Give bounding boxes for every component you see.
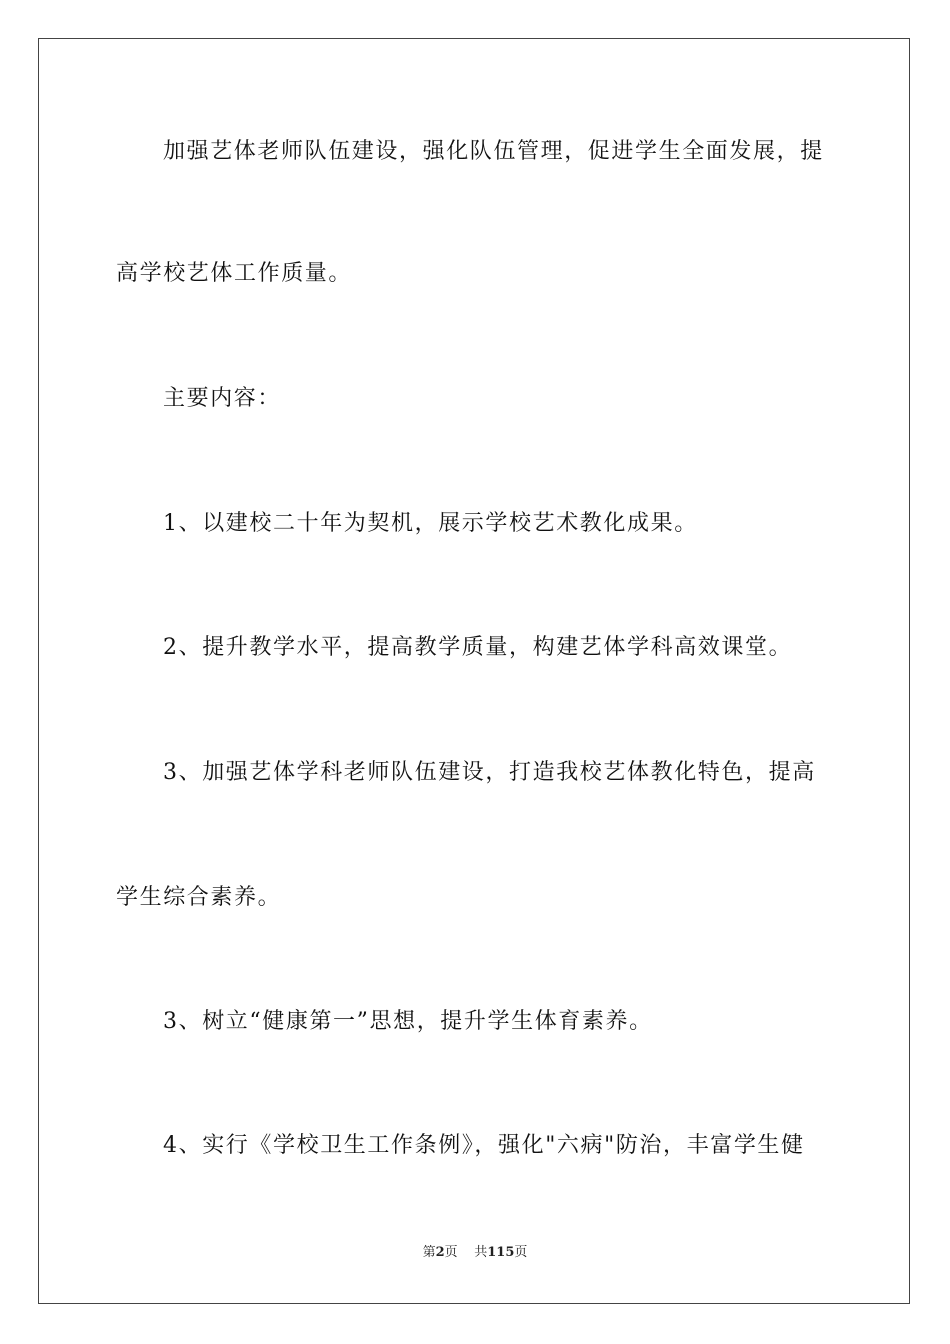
total-suffix: 页 xyxy=(514,1245,528,1260)
page-footer xyxy=(0,1244,950,1262)
list-item-2: 2、提升教学水平，提高教学质量，构建艺体学科高效课堂。 xyxy=(163,635,793,660)
total-page-count: 115 xyxy=(487,1245,515,1260)
page-prefix: 第 xyxy=(422,1245,436,1260)
page-border xyxy=(38,38,910,1304)
paragraph-line-1: 加强艺体老师队伍建设，强化队伍管理，促进学生全面发展，提 xyxy=(163,139,824,164)
section-heading: 主要内容： xyxy=(163,386,282,411)
list-item-3: 3、加强艺体学科老师队伍建设，打造我校艺体教化特色，提高 xyxy=(163,760,816,785)
list-item-1: 1、以建校二十年为契机，展示学校艺术教化成果。 xyxy=(163,511,698,536)
total-prefix: 共 xyxy=(474,1245,488,1260)
current-page-number: 2 xyxy=(435,1245,445,1260)
list-item-4: 3、树立“健康第一”思想，提升学生体育素养。 xyxy=(163,1009,653,1034)
list-item-5: 4、实行《学校卫生工作条例》，强化"六病"防治，丰富学生健 xyxy=(163,1133,805,1158)
paragraph-line-2: 高学校艺体工作质量。 xyxy=(116,261,353,286)
list-item-3-continued: 学生综合素养。 xyxy=(116,885,282,910)
page-suffix: 页 xyxy=(444,1245,458,1260)
